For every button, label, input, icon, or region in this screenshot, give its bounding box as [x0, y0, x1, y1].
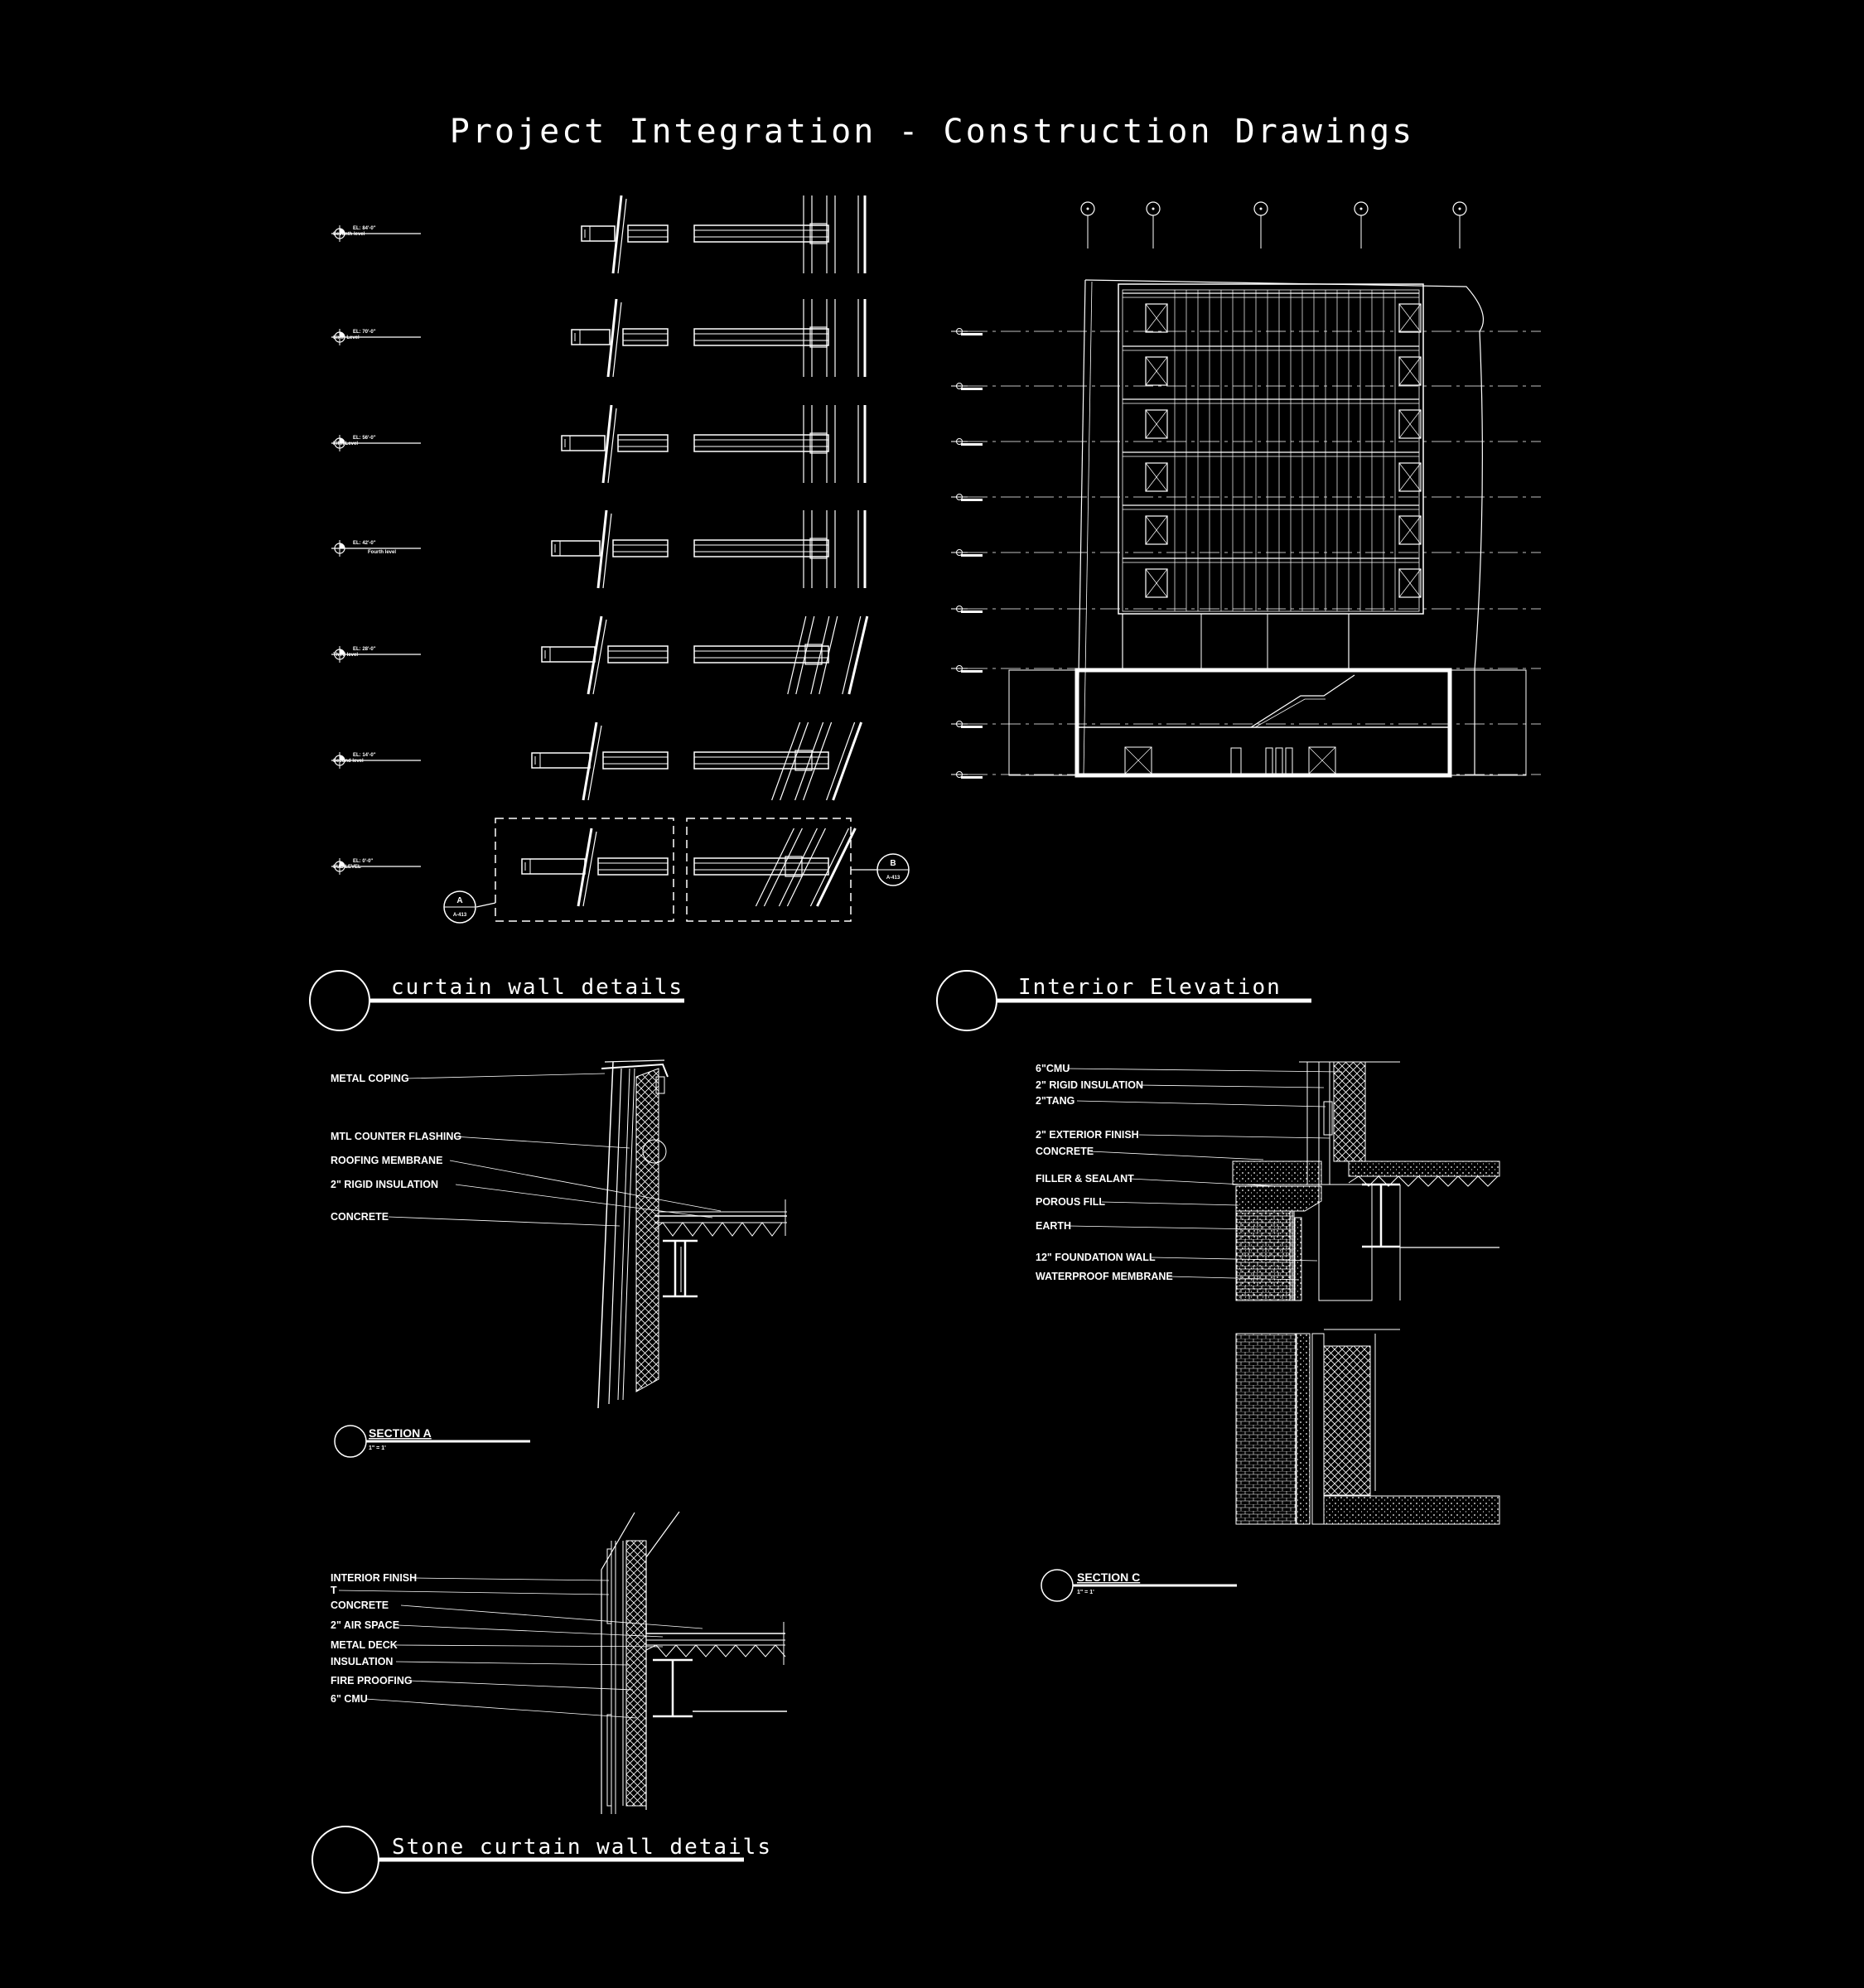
mullion-plan-detail: [694, 195, 865, 273]
level-row: [331, 722, 862, 800]
label-text: ROOFING MEMBRANE: [331, 1155, 443, 1166]
section-a-scale: 1" = 1': [369, 1445, 386, 1451]
mullion-plan-detail: [694, 722, 862, 800]
mullion-section-detail: [542, 616, 668, 694]
label-text: METAL DECK: [331, 1639, 398, 1651]
callout-a-sheet: A-413: [452, 913, 467, 918]
callout-label: [331, 1619, 663, 1637]
level-row: [331, 510, 865, 588]
level-name: SUB LEVEL: [333, 865, 361, 870]
label-text: 12" FOUNDATION WALL: [1036, 1252, 1156, 1263]
label-text: 2" RIGID INSULATION: [331, 1179, 439, 1190]
level-name: Second level: [333, 759, 364, 764]
level-row: [331, 616, 867, 694]
section-c-title: SECTION C: [1077, 1571, 1141, 1584]
label-text: CONCRETE: [331, 1211, 389, 1223]
callout-label: [331, 1131, 630, 1148]
callout-label: [331, 1211, 620, 1226]
mullion-section-detail: [562, 405, 668, 483]
callout-b-letter: B: [890, 859, 896, 868]
heading-stone-curtain-wall-label: Stone curtain wall details: [392, 1835, 772, 1860]
callout-label: [331, 1572, 609, 1584]
label-text: FILLER & SEALANT: [1036, 1173, 1134, 1185]
callout-label: [331, 1656, 630, 1667]
mullion-plan-detail: [694, 828, 855, 906]
label-text: METAL COPING: [331, 1073, 409, 1084]
section-a-labels: [331, 1073, 721, 1226]
level-name: Third level: [333, 653, 359, 658]
mullion-plan-detail: [694, 510, 865, 588]
label-text: 2" EXTERIOR FINISH: [1036, 1129, 1139, 1141]
callout-label: [331, 1073, 605, 1084]
level-row: [331, 405, 865, 483]
callout-label: [331, 1675, 633, 1690]
level-row: [331, 195, 865, 273]
level-elevation: EL: 42'-0": [353, 541, 376, 546]
callout-label: [1036, 1129, 1330, 1141]
elevation-level-line: [951, 495, 1541, 502]
label-text: MTL COUNTER FLASHING: [331, 1131, 462, 1142]
level-elevation: EL: 84'-0": [353, 226, 376, 231]
level-name: Fourth level: [368, 550, 397, 555]
callout-label: [1036, 1079, 1324, 1091]
label-text: INSULATION: [331, 1656, 394, 1667]
callout-label: [1036, 1095, 1326, 1107]
elevation-level-lines: [951, 329, 1541, 779]
section-a-detail: [598, 1060, 787, 1408]
heading-interior-elevation: [937, 971, 1311, 1030]
section-c-scale: 1" = 1': [1077, 1590, 1094, 1595]
mullion-plan-detail: [694, 616, 867, 694]
label-text: 6" CMU: [331, 1693, 368, 1705]
callout-a-letter: A: [456, 896, 463, 905]
elevation-level-line: [951, 329, 1541, 336]
callout-label: [1036, 1220, 1259, 1232]
label-text: CONCRETE: [331, 1600, 389, 1611]
level-elevation: EL: 14'-0": [353, 753, 376, 758]
heading-curtain-wall-details: [310, 971, 684, 1030]
mullion-section-detail: [552, 510, 668, 588]
label-text: EARTH: [1036, 1220, 1072, 1232]
detail-callout-a: [444, 818, 674, 923]
sheet-title: Project Integration - Construction Drawings: [449, 113, 1415, 151]
column-grid-bubbles: [1081, 202, 1466, 248]
building-elevation: [951, 202, 1541, 779]
curtain-wall-level-stack: [331, 195, 867, 906]
label-text: INTERIOR FINISH: [331, 1572, 418, 1584]
label-text: WATERPROOF MEMBRANE: [1036, 1271, 1173, 1282]
label-text: CONCRETE: [1036, 1146, 1094, 1157]
level-row: [331, 299, 865, 377]
heading-interior-elevation-label: Interior Elevation: [1018, 975, 1282, 1000]
mullion-section-detail: [572, 299, 668, 377]
callout-label: [1036, 1196, 1239, 1208]
level-elevation: EL: 70'-0": [353, 330, 376, 335]
callout-label: [1036, 1063, 1342, 1074]
section-c-title-block: [1041, 1570, 1237, 1601]
elevation-level-line: [951, 384, 1541, 391]
section-a-title: SECTION A: [369, 1426, 432, 1440]
level-elevation: EL: 28'-0": [353, 647, 376, 652]
label-text: 2" AIR SPACE: [331, 1619, 400, 1631]
section-a-title-block: [335, 1426, 530, 1457]
level-row: [331, 828, 855, 906]
label-text: T: [331, 1585, 337, 1596]
label-text: 2"TANG: [1036, 1095, 1075, 1107]
callout-b-sheet: A-413: [886, 876, 901, 881]
mullion-section-detail: [582, 195, 668, 273]
label-text: FIRE PROOFING: [331, 1675, 413, 1686]
level-name: Sixth Level: [333, 335, 360, 340]
mullion-section-detail: [532, 722, 668, 800]
level-name: Seventh level: [333, 232, 365, 237]
label-text: 2" RIGID INSULATION: [1036, 1079, 1144, 1091]
mullion-section-detail: [522, 828, 668, 906]
label-text: POROUS FILL: [1036, 1196, 1106, 1208]
section-c-detail: [1233, 1062, 1499, 1524]
elevation-level-line: [951, 606, 1541, 614]
label-text: 6"CMU: [1036, 1063, 1070, 1074]
level-name: Fifth Level: [333, 442, 359, 446]
callout-label: [331, 1585, 609, 1596]
heading-curtain-wall-label: curtain wall details: [391, 975, 684, 1000]
mullion-plan-detail: [694, 405, 865, 483]
stone-wall-detail: [601, 1512, 787, 1814]
heading-stone-curtain-wall-details: [312, 1826, 772, 1893]
callout-label: [331, 1693, 636, 1718]
mullion-plan-detail: [694, 299, 865, 377]
elevation-level-line: [951, 550, 1541, 557]
level-elevation: EL: 0'-0": [353, 859, 374, 864]
level-elevation: EL: 56'-0": [353, 436, 376, 441]
callout-label: [331, 1639, 663, 1651]
callout-label: [1036, 1146, 1263, 1160]
elevation-level-line: [951, 439, 1541, 446]
